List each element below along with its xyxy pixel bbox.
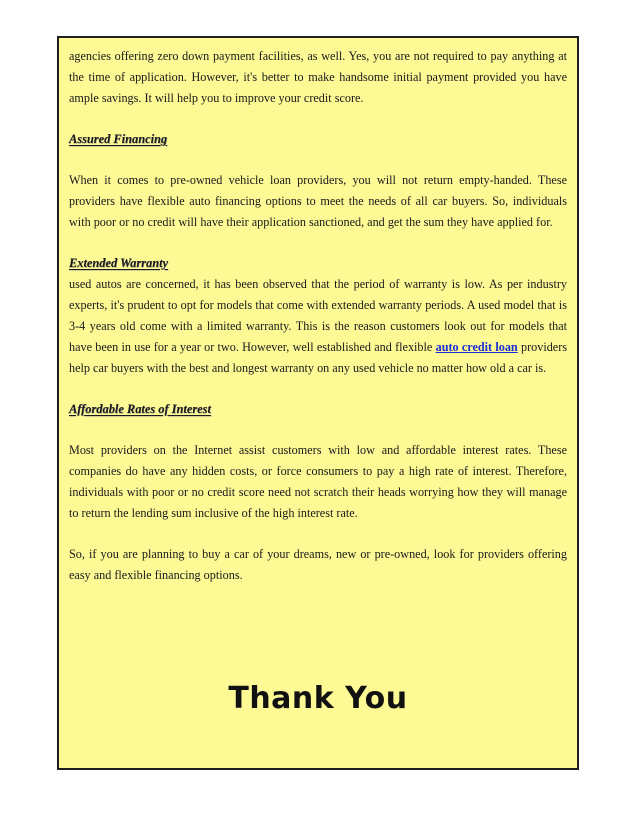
paragraph-affordable-rates: Most providers on the Internet assist customers with low and affordable interest rates. These companies do have any hidden costs, or force consumers to pay a high rate of interest. Therefore, individuals with poor or no credit score need not scratch their heads worrying how they will manage to return the lending sum inclusive of the high interest rate. [69,443,567,520]
warranty-text-before-link: used autos are concerned, it has been observed that the period of warranty is low. As per industry experts, it's prudent to opt for models that come with extended warranty periods. A used model that is 3-4 years old come with a limited warranty. This is the reason customers look out for models that have been in use for a year or two. However, well established and flexible [69,277,567,354]
intro-paragraph: agencies offering zero down payment facilities, as well. Yes, you are not required to pay anything at the time of application. However, it's better to make handsome initial payment provided you have ample savings. It will help you to improve your credit score. [69,49,567,105]
document-content [69,46,567,586]
document-page [57,36,579,770]
heading-extended-warranty: Extended Warranty [69,256,169,270]
paragraph-extended-warranty [69,274,567,379]
thank-you-title: Thank You [228,681,408,716]
warranty-text-after-link: providers help car buyers with the best and longest warranty on any used vehicle no matter how old a car is. [69,340,568,375]
auto-credit-loan-link[interactable]: auto credit loan [435,340,518,354]
closing-paragraph: So, if you are planning to buy a car of your dreams, new or pre-owned, look for providers offering easy and flexible financing options. [69,547,567,582]
paragraph-assured-financing: When it comes to pre-owned vehicle loan providers, you will not return empty-handed. These providers have flexible auto financing options to meet the needs of all car buyers. So, individuals with poor or no credit will have their application sanctioned, and get the sum they have applied for. [69,173,567,229]
heading-assured-financing: Assured Financing [69,132,168,146]
heading-affordable-rates: Affordable Rates of Interest [69,402,211,416]
